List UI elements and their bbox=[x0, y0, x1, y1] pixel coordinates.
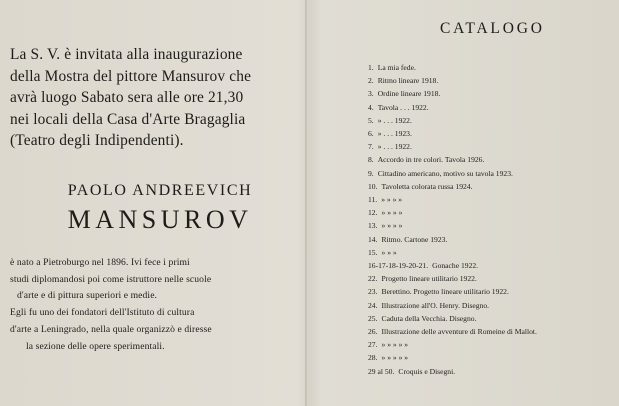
catalog-item-number: 22. bbox=[368, 274, 378, 284]
catalog-item-text: La mia fede. bbox=[377, 63, 416, 72]
catalog-item-text: » . . . 1922. bbox=[377, 142, 412, 152]
invitation-line: nei locali della Casa d'Arte Bragaglia bbox=[10, 110, 246, 128]
catalog-item-text: » » » » bbox=[381, 208, 403, 218]
catalog-item bbox=[368, 233, 613, 246]
catalog-item-text: Tavoletta colorata russa 1924. bbox=[381, 181, 473, 191]
biography-text bbox=[10, 255, 300, 355]
catalog-item bbox=[368, 312, 613, 325]
catalog-item-text: » » » » bbox=[381, 221, 403, 231]
catalog-item-number: 5. bbox=[368, 115, 374, 125]
catalog-item-text: Croquis e Disegni. bbox=[398, 366, 456, 376]
catalog-item-text: Caduta della Vecchia. Disegno. bbox=[381, 313, 477, 323]
invitation-line: La S. V. è invitata alla inaugurazione bbox=[10, 46, 243, 63]
invitation-line: avrà luogo Sabato sera alle ore 21,30 bbox=[10, 89, 244, 106]
catalog-item-number: 11. bbox=[368, 195, 378, 205]
catalog-item-number: 8. bbox=[368, 155, 374, 165]
catalog-item-number: 24. bbox=[368, 300, 378, 310]
biography-line: è nato a Pietroburgo nel 1896. Ivi fece i primi bbox=[10, 257, 190, 268]
catalog-item-text: » » » bbox=[381, 247, 397, 257]
catalog-item-text: » » » » » bbox=[381, 353, 409, 363]
catalog-item bbox=[368, 206, 613, 219]
catalog-item-text: Illustrazione all'O. Henry. Disegno. bbox=[381, 300, 490, 310]
catalog-item bbox=[368, 285, 613, 298]
catalog-item bbox=[368, 87, 613, 100]
catalog-item-text: Berettino. Progetto lineare utilitario 1922. bbox=[381, 287, 509, 297]
catalog-item bbox=[368, 101, 613, 114]
catalog-item-number: 27. bbox=[368, 340, 378, 350]
catalog-item-number: 16-17-18-19-20-21. bbox=[368, 261, 429, 271]
catalog-item bbox=[368, 365, 613, 378]
catalog-item bbox=[368, 325, 613, 338]
catalog-item bbox=[368, 246, 613, 259]
catalog-item-number: 14. bbox=[368, 234, 378, 244]
catalog-item-number: 12. bbox=[368, 208, 378, 218]
catalog-item-text: Illustrazione delle avventure di Romeine di Mallot. bbox=[381, 327, 537, 337]
catalog-item-number: 28. bbox=[368, 353, 378, 363]
catalog-item-text: Ordine lineare 1918. bbox=[377, 89, 441, 99]
catalog-item bbox=[368, 193, 613, 206]
biography-line: studi diplomandosi poi come istruttore nelle scuole bbox=[10, 273, 212, 285]
catalog-item bbox=[368, 153, 613, 166]
catalog-item bbox=[368, 299, 613, 312]
catalog-item-text: Progetto lineare utilitario 1922. bbox=[381, 274, 477, 284]
catalog-item-text: Ritmo. Cartone 1923. bbox=[381, 234, 448, 244]
catalog-item-number: 29 al 50. bbox=[368, 366, 395, 376]
page-fold bbox=[305, 0, 307, 406]
catalog-item-text: Cittadino americano, motivo su tavola 1923. bbox=[377, 168, 513, 178]
catalog-item bbox=[368, 259, 613, 272]
catalog-item-number: 6. bbox=[368, 129, 374, 139]
catalog-item-number: 2. bbox=[368, 76, 374, 86]
invitation-text bbox=[10, 44, 300, 152]
catalog-item bbox=[368, 338, 613, 351]
catalog-item-number: 25. bbox=[368, 313, 378, 323]
catalog-item-number: 10. bbox=[368, 181, 378, 191]
invitation-line: della Mostra del pittore Mansurov che bbox=[10, 67, 252, 85]
catalog-item-number: 3. bbox=[368, 89, 374, 99]
biography-line: d'arte a Leningrado, nella quale organizzò e diresse bbox=[10, 323, 212, 335]
catalog-item-text: Ritmo lineare 1918. bbox=[377, 76, 439, 86]
catalog-item-number: 9. bbox=[368, 168, 374, 178]
catalog-item-number: 13. bbox=[368, 221, 378, 231]
catalog-item bbox=[368, 180, 613, 193]
biography-line: d'arte e di pittura superiori e medie. bbox=[17, 290, 158, 302]
artist-surname: MANSUROV bbox=[67, 205, 253, 234]
catalog-item-number: 23. bbox=[368, 287, 378, 297]
artist-first-names: PAOLO ANDREEVICH bbox=[67, 182, 253, 199]
catalog-item bbox=[368, 61, 613, 74]
catalog-list bbox=[368, 61, 613, 378]
catalog-item-text: » » » » » bbox=[381, 340, 409, 350]
catalog-item-number: 4. bbox=[368, 102, 374, 112]
catalog-item-text: Gonache 1922. bbox=[432, 261, 479, 271]
catalog-item bbox=[368, 114, 613, 127]
catalog-item bbox=[368, 127, 613, 140]
catalog-item bbox=[368, 272, 613, 285]
catalog-item bbox=[368, 74, 613, 87]
invitation-line: (Teatro degli Indipendenti). bbox=[10, 132, 184, 149]
catalog-item-text: » » » » bbox=[381, 195, 403, 205]
catalog-item-text: » . . . 1923. bbox=[377, 129, 412, 139]
catalog-item-number: 15. bbox=[368, 247, 378, 257]
biography-line: Egli fu uno dei fondatori dell'Istituto di cultura bbox=[10, 307, 195, 319]
catalog-item-number: 7. bbox=[368, 142, 374, 152]
catalog-item-number: 26. bbox=[368, 327, 378, 337]
catalog-title: CATALOGO bbox=[440, 20, 545, 37]
catalog-item-text: Tavola . . . 1922. bbox=[377, 102, 429, 112]
catalog-item bbox=[368, 351, 613, 364]
biography-line: la sezione delle opere sperimentali. bbox=[26, 340, 165, 352]
catalog-item bbox=[368, 167, 613, 180]
catalog-item-text: » . . . 1922. bbox=[377, 115, 412, 125]
catalog-item bbox=[368, 140, 613, 153]
catalog-item-number: 1. bbox=[368, 63, 374, 72]
catalog-item bbox=[368, 219, 613, 232]
catalog-item-text: Accordo in tre colori. Tavola 1926. bbox=[377, 155, 485, 165]
